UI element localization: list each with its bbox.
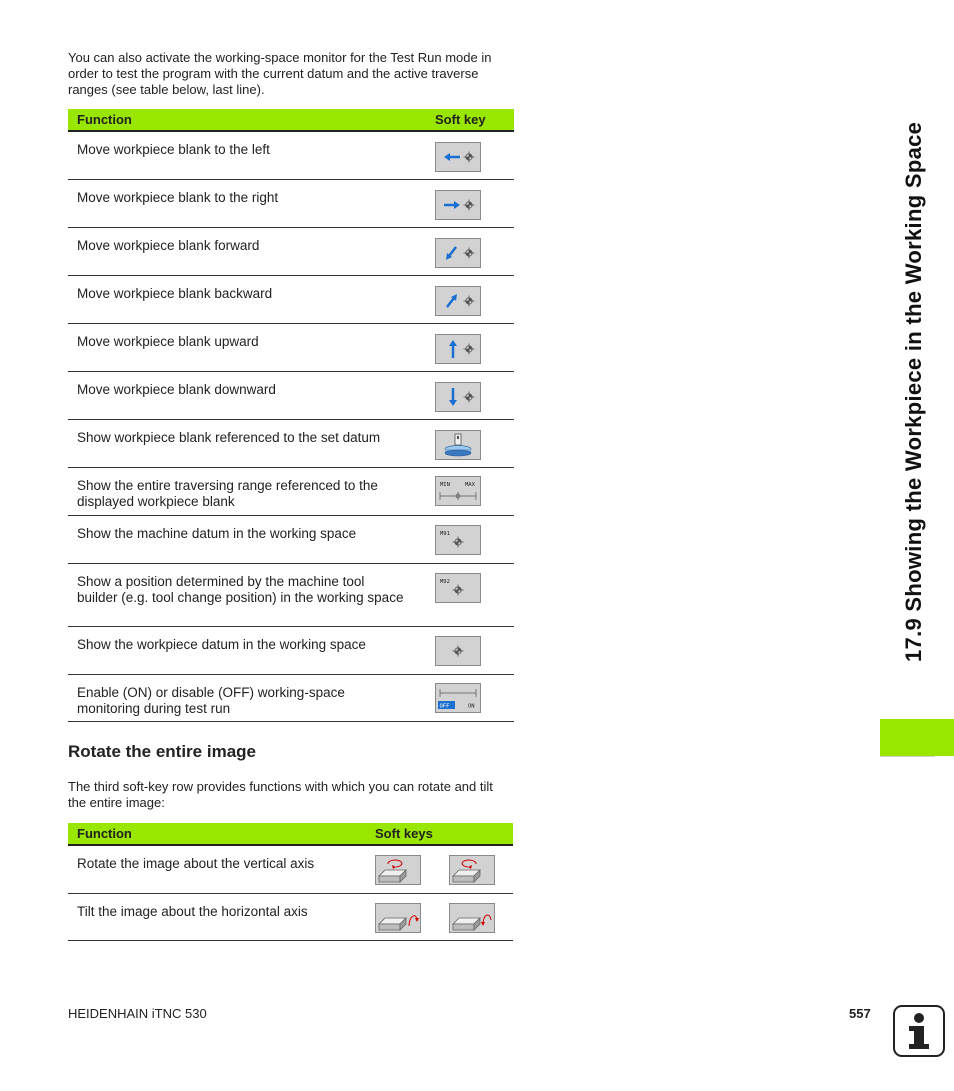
table-row bbox=[68, 372, 514, 420]
page-number: 557 bbox=[849, 1006, 871, 1021]
header-softkey: Soft key bbox=[435, 112, 486, 127]
section-title: Rotate the entire image bbox=[68, 742, 256, 761]
footer-product: HEIDENHAIN iTNC 530 bbox=[68, 1006, 207, 1021]
row-text: Move workpiece blank to the left bbox=[77, 142, 270, 157]
table-row bbox=[68, 132, 514, 180]
min-label: MIN bbox=[440, 482, 450, 488]
rotate-right-icon[interactable] bbox=[375, 855, 421, 885]
table-row bbox=[68, 894, 513, 941]
table-row bbox=[68, 228, 514, 276]
arrow-forward-datum-icon[interactable] bbox=[435, 238, 481, 268]
arrow-right-datum-icon[interactable] bbox=[435, 190, 481, 220]
intro-paragraph: You can also activate the working-space monitor for the Test Run mode in order to test the program with the current datum and the active traverse ranges (see table below, last line). bbox=[68, 50, 492, 97]
off-label: OFF bbox=[439, 703, 450, 710]
row-text: Rotate the image about the vertical axis bbox=[77, 856, 315, 871]
row-text: Move workpiece blank to the right bbox=[77, 190, 279, 205]
tilt-down-icon[interactable] bbox=[449, 903, 495, 933]
tilt-up-icon[interactable] bbox=[375, 903, 421, 933]
table-row bbox=[68, 420, 514, 468]
table-row bbox=[68, 468, 514, 516]
m92-datum-icon[interactable] bbox=[435, 573, 481, 603]
row-text: Show a position determined by the machine tool builder (e.g. tool change position) in the working space bbox=[77, 574, 404, 605]
header-function: Function bbox=[77, 112, 132, 127]
row-text: Show the workpiece datum in the working space bbox=[77, 637, 366, 652]
row-text: Move workpiece blank forward bbox=[77, 238, 260, 253]
row-text: Move workpiece blank backward bbox=[77, 286, 273, 301]
row-text: Tilt the image about the horizontal axis bbox=[77, 904, 308, 919]
table-row bbox=[68, 675, 514, 722]
arrow-left-datum-icon[interactable] bbox=[435, 142, 481, 172]
rotate-table bbox=[68, 823, 513, 941]
off-on-toggle-icon[interactable] bbox=[435, 683, 481, 713]
min-max-range-icon[interactable] bbox=[435, 476, 481, 506]
rotate-paragraph: The third soft-key row provides functions with which you can rotate and tilt the entire image: bbox=[68, 779, 493, 810]
chapter-tab-divider bbox=[880, 756, 935, 757]
m91-datum-icon[interactable] bbox=[435, 525, 481, 555]
rotate-left-icon[interactable] bbox=[449, 855, 495, 885]
table-row bbox=[68, 846, 513, 894]
table-row bbox=[68, 564, 514, 627]
workpiece-move-table bbox=[68, 109, 514, 722]
row-text: Show the entire traversing range referenced to the displayed workpiece blank bbox=[77, 478, 378, 509]
arrow-down-datum-icon[interactable] bbox=[435, 382, 481, 412]
table-header bbox=[68, 823, 513, 846]
header-softkeys: Soft keys bbox=[375, 826, 433, 841]
header-function: Function bbox=[77, 826, 132, 841]
row-text: Show the machine datum in the working space bbox=[77, 526, 357, 541]
blank-datum-icon[interactable] bbox=[435, 430, 481, 460]
table-row bbox=[68, 627, 514, 675]
workpiece-datum-icon[interactable] bbox=[435, 636, 481, 666]
chapter-side-title: 17.9 Showing the Workpiece in the Working Space bbox=[901, 121, 926, 662]
on-label: ON bbox=[468, 703, 475, 710]
row-text: Move workpiece blank downward bbox=[77, 382, 276, 397]
table-row bbox=[68, 324, 514, 372]
max-label: MAX bbox=[465, 482, 475, 488]
m92-label: M92 bbox=[440, 579, 450, 585]
chapter-tab bbox=[880, 719, 954, 756]
arrow-backward-datum-icon[interactable] bbox=[435, 286, 481, 316]
info-icon bbox=[893, 1005, 945, 1057]
table-row bbox=[68, 276, 514, 324]
table-header bbox=[68, 109, 514, 132]
m91-label: M91 bbox=[440, 531, 450, 537]
table-row bbox=[68, 516, 514, 564]
row-text: Enable (ON) or disable (OFF) working-space monitoring during test run bbox=[77, 685, 345, 716]
row-text: Move workpiece blank upward bbox=[77, 334, 259, 349]
row-text: Show workpiece blank referenced to the set datum bbox=[77, 430, 381, 445]
table-row bbox=[68, 180, 514, 228]
arrow-up-datum-icon[interactable] bbox=[435, 334, 481, 364]
